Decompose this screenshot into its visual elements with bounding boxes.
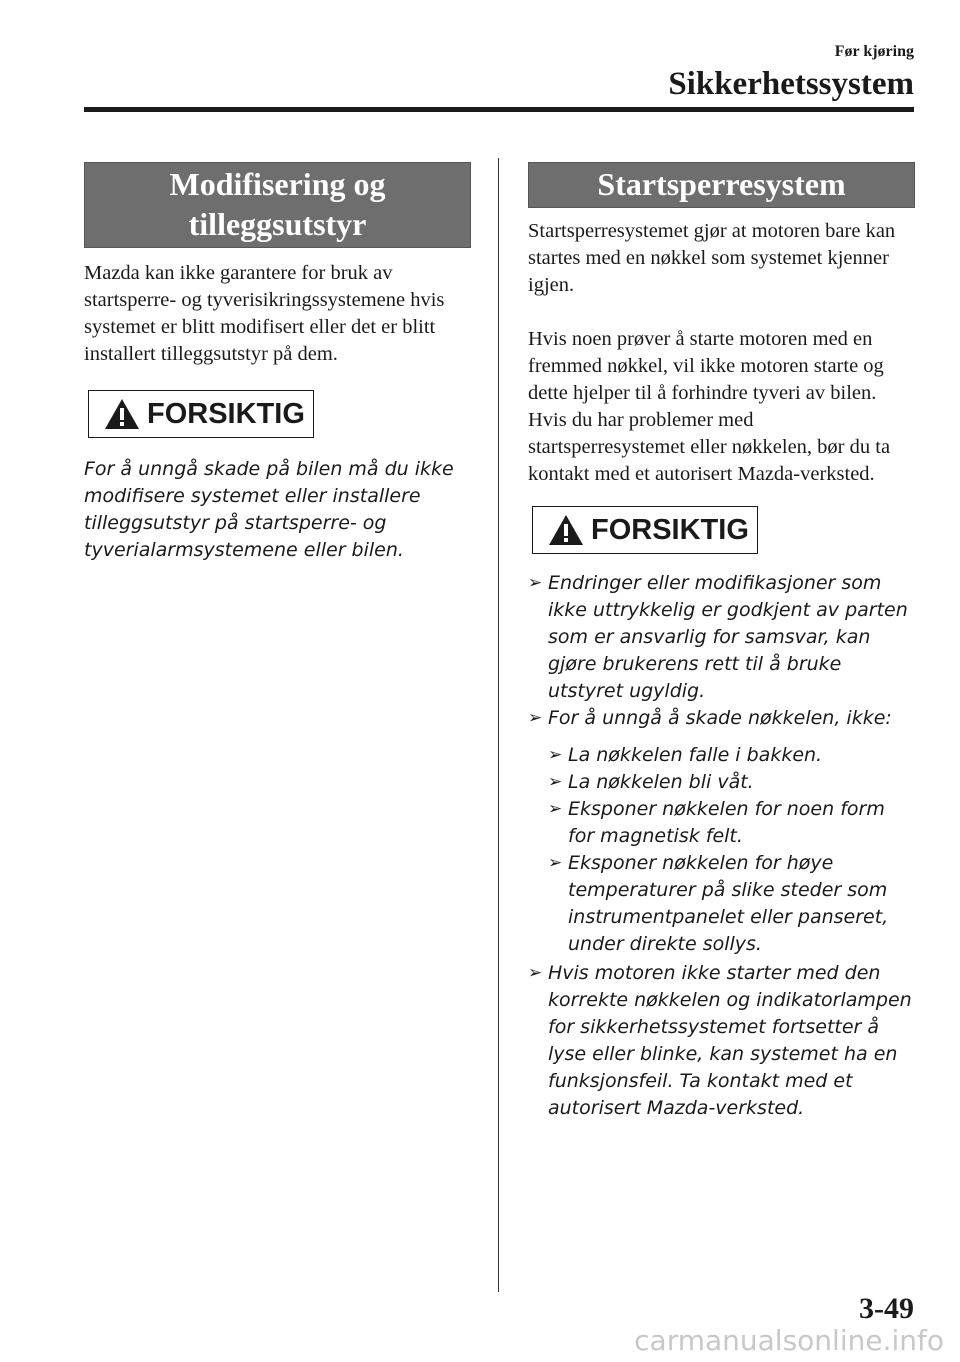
right-column xyxy=(528,162,915,1122)
header-rule xyxy=(84,107,914,112)
list-item: ➢ Hvis motoren ikke starter med den korrekte nøkkelen og indikatorlampen for sikkerhetssystemet fortsetter å lyse eller blinke, kan systemet ha en funksjonsfeil. Ta kontakt med et autorisert Mazda-verksted. xyxy=(528,962,912,1119)
immobilizer-para2: Hvis noen prøver å starte motoren med en fremmed nøkkel, vil ikke motoren starte og dette hjelper til å forhindre tyveri av bilen. xyxy=(528,328,884,404)
modification-body: Mazda kan ikke garantere for bruk av startsperre- og tyverisikringssystemene hvis systemet er blitt modifisert eller det er blitt installert tilleggsutstyr på dem. xyxy=(84,262,445,365)
caution-box-left xyxy=(88,390,314,438)
caution-label-left: FORSIKTIG xyxy=(147,397,305,430)
arrowhead-icon: ➢ xyxy=(548,772,563,792)
caution-label-right: FORSIKTIG xyxy=(591,513,749,546)
modification-heading-line1: Modifisering og xyxy=(169,166,386,202)
column-divider xyxy=(498,158,499,1292)
arrowhead-icon: ➢ xyxy=(528,708,543,728)
immobilizer-heading: Startsperresystem xyxy=(528,162,915,208)
page-number: 3-49 xyxy=(859,1292,914,1325)
chapter-title: Før kjøring xyxy=(834,43,914,60)
warning-triangle-icon xyxy=(103,397,141,431)
list-item: ➢ Eksponer nøkkelen for høye temperaturer på slike steder som instrumentpanelet eller panseret, under direkte sollys. xyxy=(548,852,889,955)
page-header xyxy=(668,42,914,104)
list-item: ➢ Endringer eller modifikasjoner som ikke uttrykkelig er godkjent av parten som er ansvarlig for samsvar, kan gjøre brukerens rett til å bruke utstyret ugyldig. xyxy=(528,572,908,702)
arrowhead-icon: ➢ xyxy=(528,573,543,593)
arrowhead-icon: ➢ xyxy=(548,853,563,873)
list-item: ➢ La nøkkelen falle i bakken. xyxy=(548,742,915,769)
list-item: ➢ For å unngå å skade nøkkelen, ikke: xyxy=(528,705,915,732)
modification-heading-line2: tilleggsutstyr xyxy=(188,206,367,242)
key-care-sublist xyxy=(548,742,915,958)
caution-list-right xyxy=(528,570,915,732)
list-item: ➢ La nøkkelen bli våt. xyxy=(548,769,915,796)
arrowhead-icon: ➢ xyxy=(548,745,563,765)
caution-box-right xyxy=(532,506,758,554)
watermark: carmanualsonline.info xyxy=(634,1324,944,1357)
caution-list-right-end xyxy=(528,960,915,1122)
warning-triangle-icon xyxy=(547,513,585,547)
immobilizer-para3: Hvis du har problemer med startsperresystemet eller nøkkelen, bør du ta kontakt med et autorisert Mazda-verksted. xyxy=(528,409,891,485)
arrowhead-icon: ➢ xyxy=(528,963,543,983)
left-column xyxy=(84,162,471,564)
arrowhead-icon: ➢ xyxy=(548,799,563,819)
modification-heading xyxy=(84,162,471,248)
list-item: ➢ Eksponer nøkkelen for noen form for magnetisk felt. xyxy=(548,798,885,847)
immobilizer-para1: Startsperresystemet gjør at motoren bare kan startes med en nøkkel som systemet kjenner igjen. xyxy=(528,220,896,296)
section-title: Sikkerhetssystem xyxy=(668,66,914,102)
caution-text-left: For å unngå skade på bilen må du ikke modifisere systemet eller installere tilleggsutstyr på startsperre- og tyverialarmsystemene eller bilen. xyxy=(84,458,454,561)
